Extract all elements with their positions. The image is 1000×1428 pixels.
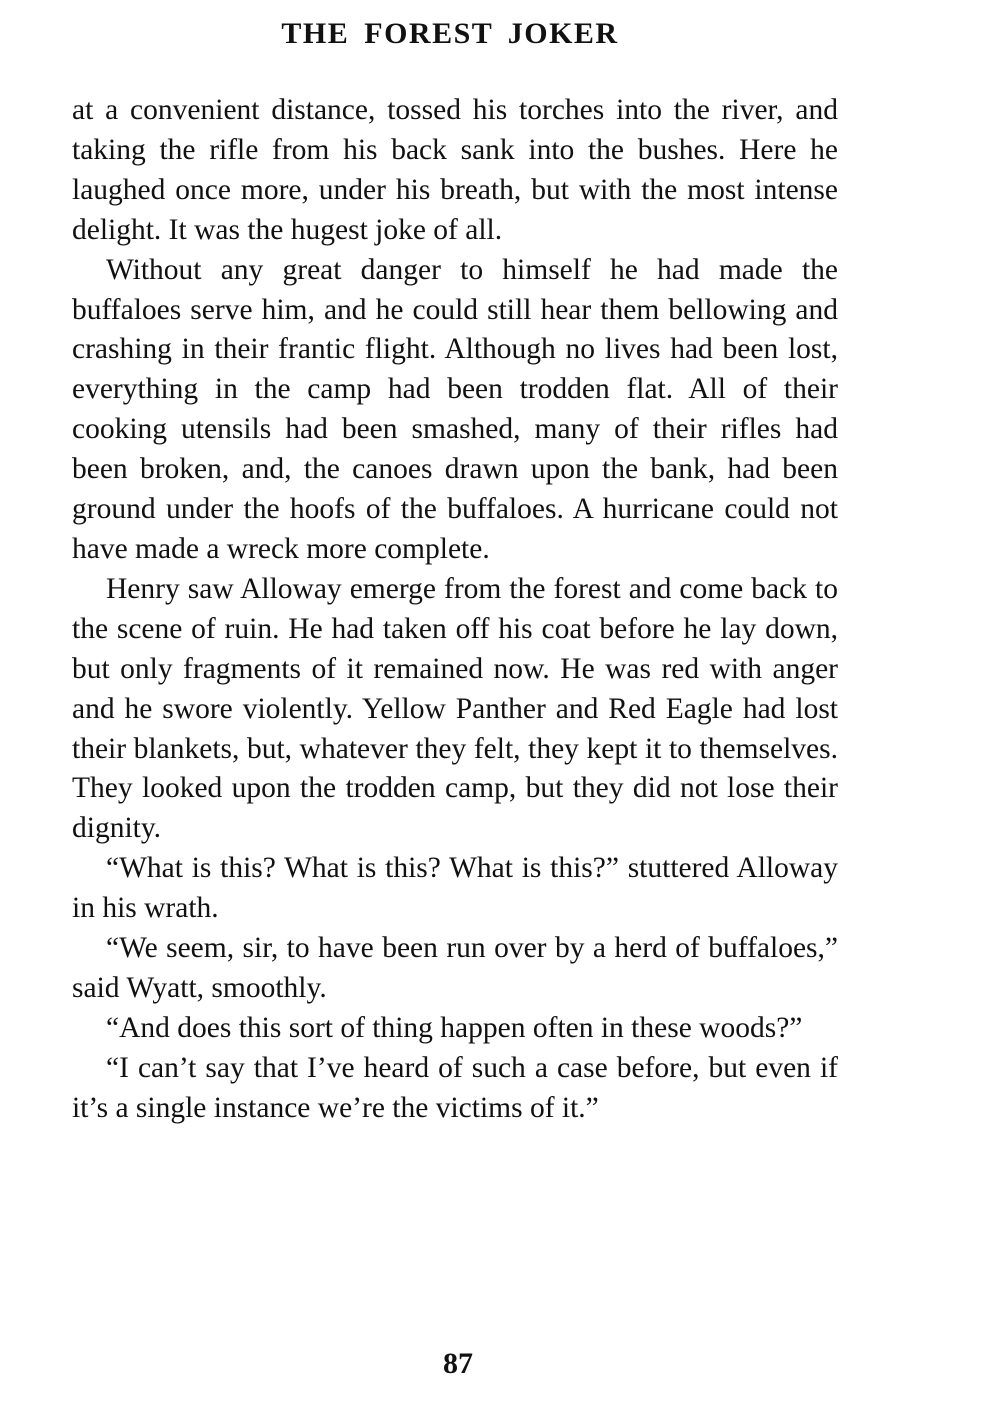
body-text <box>72 91 838 1129</box>
paragraph-4: “What is this? What is this? What is this?” stuttered Alloway in his wrath. <box>72 852 838 925</box>
paragraph-3: Henry saw Alloway emerge from the forest and come back to the scene of ruin. He had taken off his coat before he lay down, but only fragments of it remained now. He was red with anger and he swore violently. Yellow Panther and Red Eagle had lost their blankets, but, whatever they felt, they kept it to themselves. They looked upon the trodden camp, but they did not lose their dignity. <box>72 572 838 845</box>
paragraph-6: “And does this sort of thing happen often in these woods?” <box>106 1011 803 1044</box>
paragraph-1: at a convenient distance, tossed his torches into the river, and taking the rifle from his back sank into the bushes. Here he laughed once more, under his breath, but with the most intense delight. It was the hugest joke of all. <box>72 94 838 246</box>
page-number: 87 <box>443 1347 473 1380</box>
running-head: THE FOREST JOKER <box>281 17 619 50</box>
paragraph-5: “We seem, sir, to have been run over by a herd of buffaloes,” said Wyatt, smoothly. <box>72 932 838 1004</box>
paragraph-7: “I can’t say that I’ve heard of such a case before, but even if it’s a single instance we’re the victims of it.” <box>72 1051 838 1124</box>
paragraph-2: Without any great danger to himself he had made the buffaloes serve him, and he could still hear them bellowing and crashing in their frantic flight. Although no lives had been lost, everything in the camp had been trodden flat. All of their cooking utensils had been smashed, many of their rifles had been broken, and, the canoes drawn upon the bank, had been ground under the hoofs of the buffaloes. A hurricane could not have made a wreck more complete. <box>72 253 838 565</box>
